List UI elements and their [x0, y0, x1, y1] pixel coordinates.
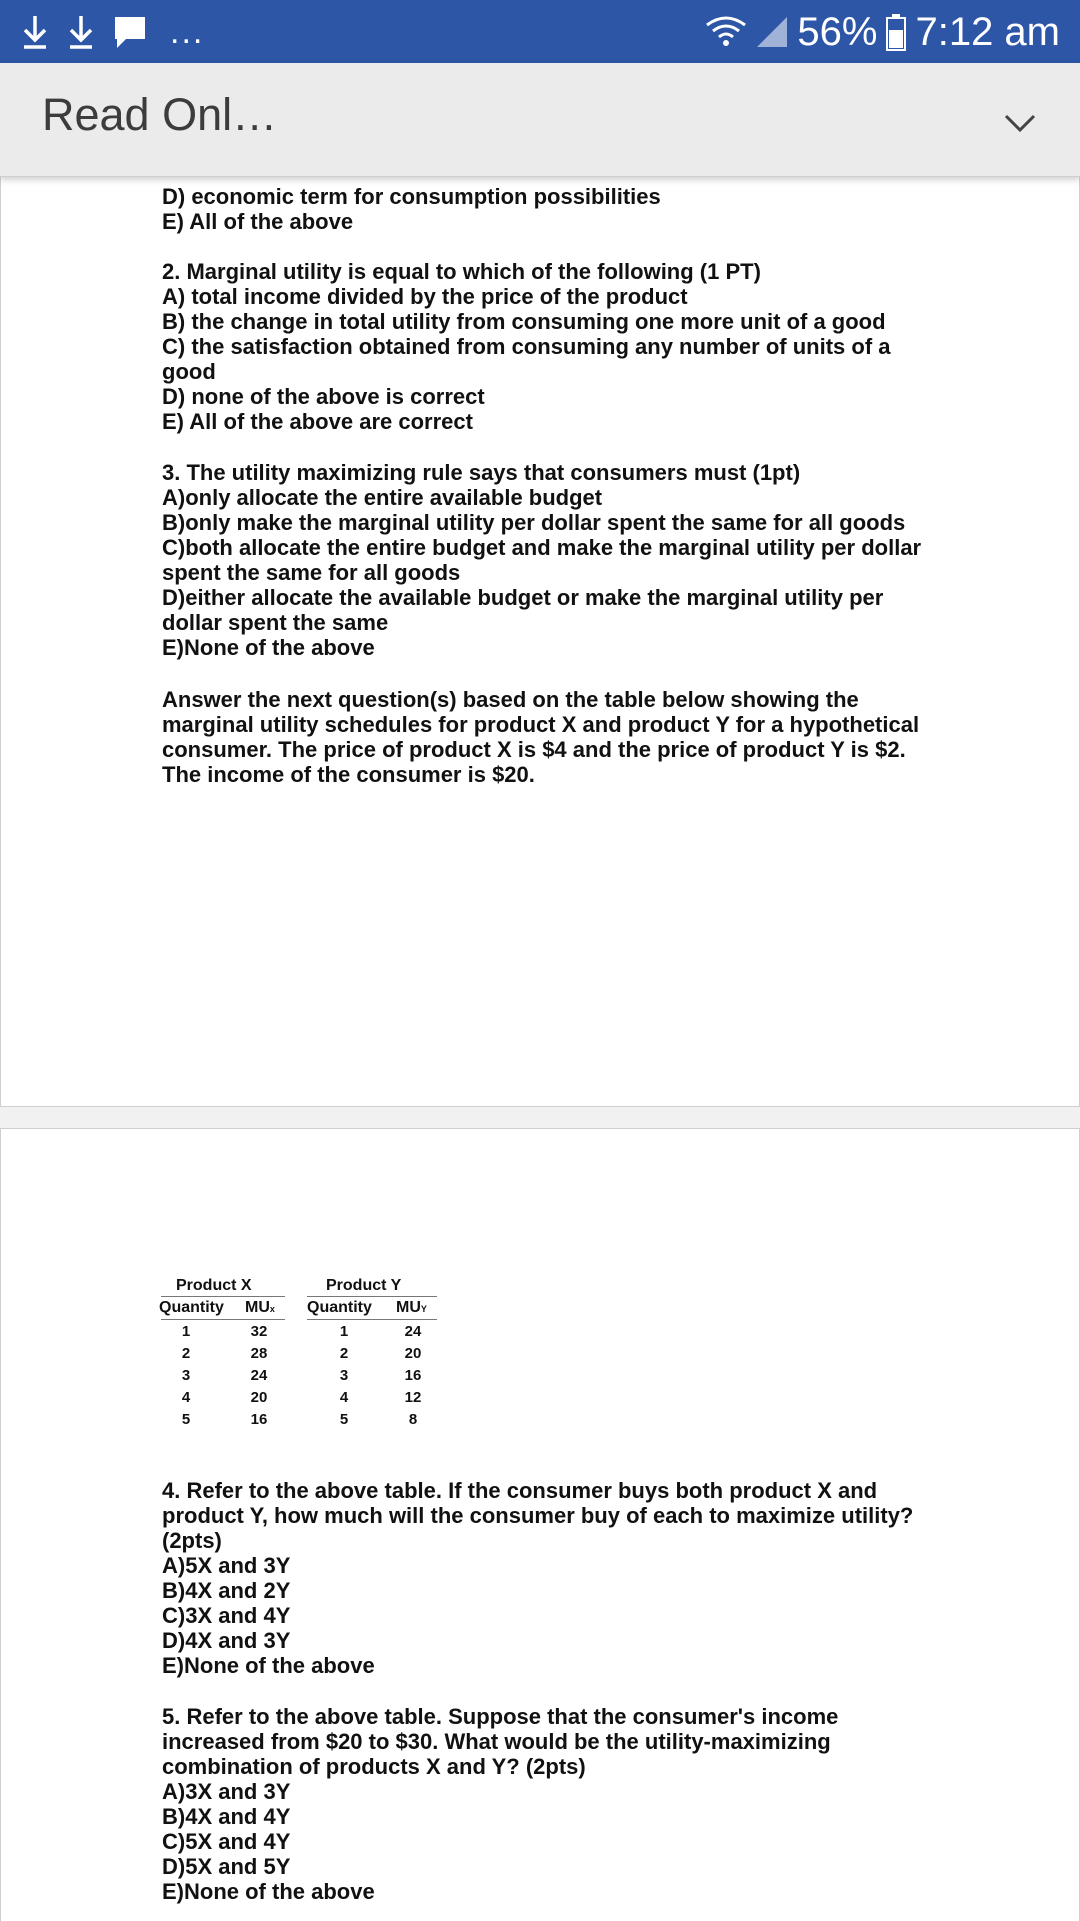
- overflow-indicator: ...: [170, 12, 205, 51]
- question-text: 3. The utility maximizing rule says that consumers must (1pt): [162, 460, 801, 485]
- x-quantity-header: Quantity: [159, 1299, 224, 1316]
- download-arrow-icon: [20, 12, 50, 52]
- option-text: C)5X and 4Y: [162, 1829, 291, 1854]
- option-text: A)only allocate the entire available budget: [162, 485, 603, 510]
- table-cell: 12: [404, 1389, 422, 1406]
- document-header: [0, 63, 1080, 177]
- document-title: Read Onl…: [42, 89, 278, 140]
- question-3: [162, 460, 932, 660]
- document-page-2: [0, 1128, 1080, 1921]
- option-text: E)None of the above: [162, 1653, 375, 1678]
- battery-percent: 56%: [797, 9, 878, 54]
- table-cell: 32: [250, 1323, 268, 1340]
- table-cell: 3: [339, 1367, 349, 1384]
- marginal-utility-table: [159, 1277, 449, 1437]
- option-text: A)5X and 3Y: [162, 1553, 291, 1578]
- option-text: C)3X and 4Y: [162, 1603, 291, 1628]
- instruction-text: Answer the next question(s) based on the table below showing the marginal utility schedules for product X and product Y for a hypothetical consumer. The price of product X is $4 and the price of product Y is $2. The income of the consumer is $20.: [162, 687, 920, 787]
- notification-icons: [20, 8, 204, 56]
- option-text: D)either allocate the available budget or make the marginal utility per dollar spent the same: [162, 585, 884, 635]
- table-cell: 16: [250, 1411, 268, 1428]
- question-4: [162, 1478, 932, 1678]
- question-text: 2. Marginal utility is equal to which of the following (1 PT): [162, 259, 761, 284]
- option-text: A)3X and 3Y: [162, 1779, 291, 1804]
- x-mu-column: [234, 1321, 284, 1431]
- header-rule: [161, 1319, 285, 1320]
- table-cell: 16: [404, 1367, 422, 1384]
- product-x-title: Product X: [176, 1277, 252, 1294]
- table-cell: 20: [250, 1389, 268, 1406]
- y-mu-header: MUY: [396, 1299, 427, 1316]
- clock: 7:12 am: [915, 9, 1060, 54]
- question-text: 5. Refer to the above table. Suppose that the consumer's income increased from $20 to $30. What would be the utility-maximizing combination of products X and Y? (2pts): [162, 1704, 839, 1779]
- header-rule: [307, 1319, 437, 1320]
- x-mu-header: MUx: [245, 1299, 275, 1316]
- x-quantity-column: [161, 1321, 211, 1431]
- option-text: B)only make the marginal utility per dollar spent the same for all goods: [162, 510, 906, 535]
- y-quantity-header: Quantity: [307, 1299, 372, 1316]
- table-cell: 5: [181, 1411, 191, 1428]
- option-text: D)5X and 5Y: [162, 1854, 291, 1879]
- question-2: [162, 259, 932, 434]
- table-cell: 2: [339, 1345, 349, 1362]
- option-text: E) All of the above are correct: [162, 409, 473, 434]
- option-text: E)None of the above: [162, 635, 375, 660]
- header-rule: [161, 1296, 285, 1297]
- table-cell: 1: [181, 1323, 191, 1340]
- y-mu-column: [388, 1321, 438, 1431]
- table-instruction: [162, 687, 932, 787]
- option-text: C) the satisfaction obtained from consuming any number of units of a good: [162, 334, 891, 384]
- question-text: 4. Refer to the above table. If the consumer buys both product X and product Y, how much will the consumer buy of each to maximize utility? (2pts): [162, 1478, 914, 1553]
- status-bar: [0, 0, 1080, 63]
- table-cell: 4: [339, 1389, 349, 1406]
- chat-bubble-icon: [112, 12, 148, 52]
- signal-icon: [755, 15, 789, 49]
- option-text: C)both allocate the entire budget and make the marginal utility per dollar spent the same for all goods: [162, 535, 922, 585]
- table-cell: 4: [181, 1389, 191, 1406]
- document-page-1: [0, 150, 1080, 1107]
- option-text: A) total income divided by the price of the product: [162, 284, 688, 309]
- question-1-tail: [162, 184, 932, 234]
- option-text: B)4X and 2Y: [162, 1578, 291, 1603]
- table-cell: 5: [339, 1411, 349, 1428]
- option-text: D)4X and 3Y: [162, 1628, 291, 1653]
- table-cell: 3: [181, 1367, 191, 1384]
- product-y-title: Product Y: [326, 1277, 402, 1294]
- question-5: [162, 1704, 932, 1904]
- table-cell: 1: [339, 1323, 349, 1340]
- option-text: B) the change in total utility from consuming one more unit of a good: [162, 309, 886, 334]
- table-cell: 2: [181, 1345, 191, 1362]
- table-cell: 24: [404, 1323, 422, 1340]
- option-text: E) All of the above: [162, 209, 354, 234]
- download-arrow-icon: [66, 12, 96, 52]
- y-quantity-column: [319, 1321, 369, 1431]
- option-text: D) economic term for consumption possibilities: [162, 184, 661, 209]
- option-text: B)4X and 4Y: [162, 1804, 291, 1829]
- table-cell: 20: [404, 1345, 422, 1362]
- wifi-icon: [705, 15, 747, 49]
- header-rule: [307, 1296, 437, 1297]
- table-cell: 28: [250, 1345, 268, 1362]
- option-text: E)None of the above: [162, 1879, 375, 1904]
- battery-icon: [885, 13, 907, 51]
- table-cell: 24: [250, 1367, 268, 1384]
- page-gap: [0, 1107, 1080, 1128]
- system-status: [705, 8, 1060, 56]
- table-cell: 8: [408, 1411, 418, 1428]
- chevron-down-icon[interactable]: [1000, 103, 1040, 143]
- option-text: D) none of the above is correct: [162, 384, 485, 409]
